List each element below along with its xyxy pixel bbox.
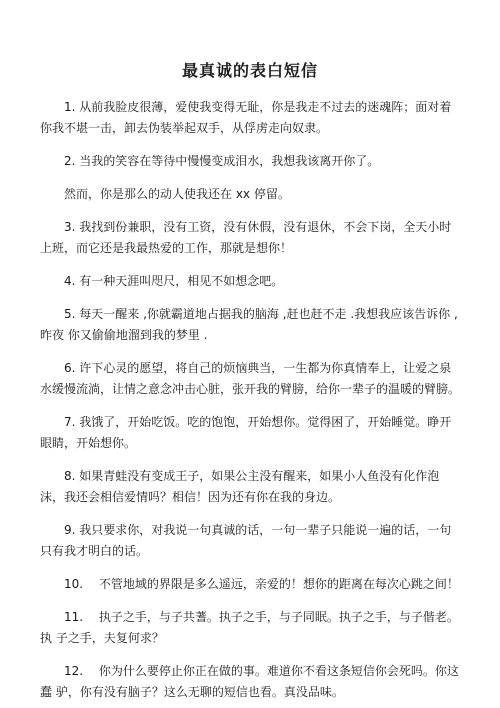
paragraph-2-continued: 然而，你是那么的动人使我还在 xx 停留。 <box>64 187 290 201</box>
paragraph-3: 3. 我找到份兼职，没有工资，没有休假，没有退休，不会下岗，全天小时上班，而它还是我最热爱的工作，那就是想你！ <box>40 220 452 255</box>
paragraph-1: 1. 从前我脸皮很薄，爱使我变得无耻，你是我走不过去的迷魂阵；面对着你我不堪一击，卸去伪装举起双手，从俘虏走向奴隶。 <box>40 100 452 135</box>
paragraph-2: 2. 当我的笑容在等待中慢慢变成泪水，我想我该离开你了。 <box>64 154 380 168</box>
paragraph-6: 6. 许下心灵的愿望，将自己的烦恼典当，一生都为你真情奉上，让爱之泉水缓慢流淌，让情之意念冲击心脏，张开我的臂膀，给你一辈子的温暖的臂膀。 <box>40 361 461 396</box>
paragraph-10: 10. 不管地域的界限是多么遥远，亲爱的！想你的距离在每次心跳之间！ <box>64 577 459 591</box>
paragraph-4: 4. 有一种天涯叫咫尺，相见不如想念吧。 <box>64 274 284 288</box>
paragraph-8: 8. 如果青蛙没有变成王子，如果公主没有醒来，如果小人鱼没有化作泡沫，我还会相信爱情吗？相信！因为还有你在我的身边。 <box>40 469 440 504</box>
document-title: 最真诚的表白短信 <box>181 61 318 80</box>
paragraph-5: 5. 每天一醒来 ,你就霸道地占据我的脑海 ,赶也赶不走 .我想我应该告诉你 ,昨夜 你又偷偷地溜到我的梦里 . <box>40 307 458 342</box>
paragraph-7: 7. 我饿了，开始吃饭。吃的饱饱，开始想你。觉得困了，开始睡觉。睁开眼睛，开始想你。 <box>40 415 452 450</box>
paragraph-9: 9. 我只要求你，对我说一句真诚的话，一句一辈子只能说一遍的话，一句只有我才明白的话。 <box>40 523 452 558</box>
paragraph-12: 12. 你为什么要停止你正在做的事。难道你不看这条短信你会死吗。你这蠢 驴，你有没有脑子？这么无聊的短信也看。真没品味。 <box>40 664 459 699</box>
paragraph-11: 11. 执子之手，与子共蓍。执子之手，与子同眠。执子之手，与子偕老。执 子之手，夫复何求？ <box>40 610 459 645</box>
